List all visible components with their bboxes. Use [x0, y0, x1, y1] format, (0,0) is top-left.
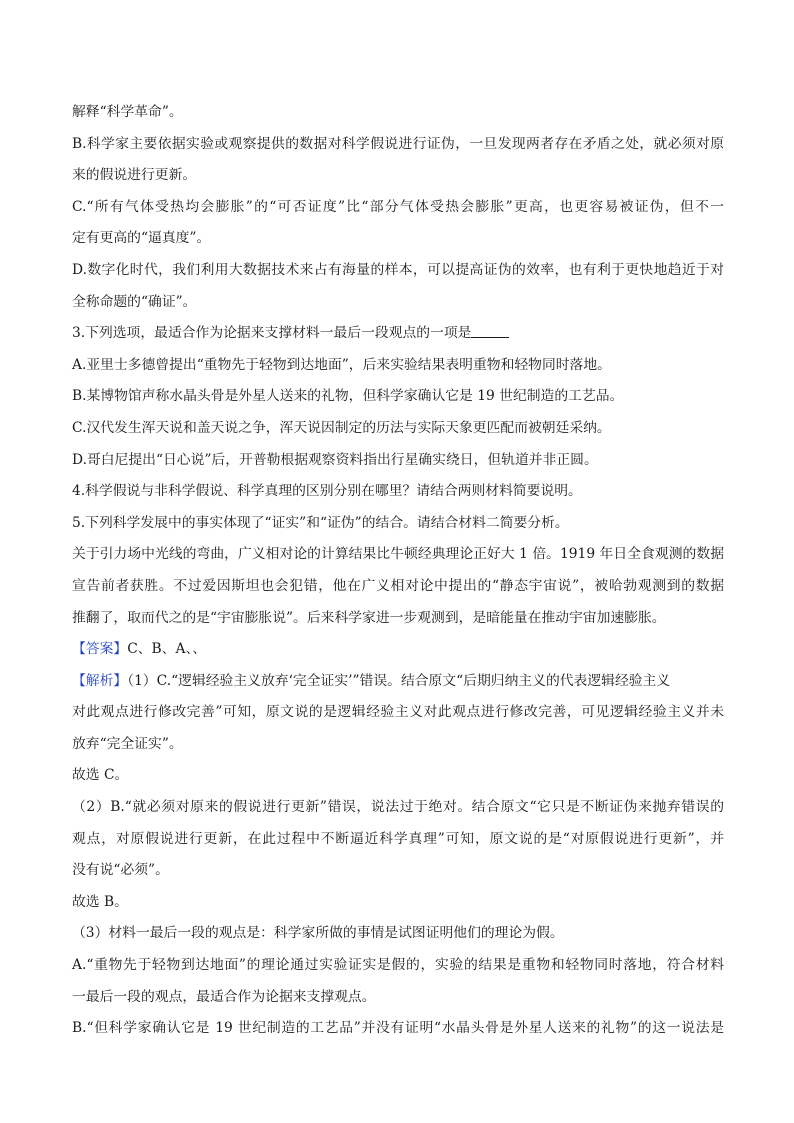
analysis-line — [72, 666, 724, 698]
text-line: （2）B.“就必须对原来的假说进行更新”错误，说法过于绝对。结合原文“它只是不断证伪来抛弃错误的 — [72, 799, 724, 816]
text-line: 全称命题的“确证”。 — [72, 293, 197, 310]
question-3-text: 3.下列选项，最适合作为论据来支撑材料一最后一段观点的一项是 — [72, 325, 472, 342]
text-line: 关于引力场中光线的弯曲，广义相对论的计算结果比牛顿经典理论正好大 1 倍。1919 年日全食观测的数据 — [72, 546, 724, 563]
text-line: B.科学家主要依据实验或观察提供的数据对科学假说进行证伪，一旦发现两者存在矛盾之处，就必须对原 — [72, 135, 724, 152]
text-line: 观点，对原假说进行更新，在此过程中不断逼近科学真理”可知，原文说的是“对原假说进行更新”，并 — [72, 830, 724, 847]
answer-tag: 【答案】 — [72, 641, 128, 658]
option-c: C.汉代发生浑天说和盖天说之争，浑天说因制定的历法与实际天象更匹配而被朝廷采纳。 — [72, 419, 611, 436]
analysis-text: （1）C.“逻辑经验主义放弃‘完全证实’”错误。结合原文“后期归纳主义的代表逻辑经验主义 — [127, 672, 671, 689]
document-body — [72, 97, 724, 1045]
option-d: D.哥白尼提出“日心说”后，开普勒根据观察资料指出行星确实绕日，但轨道并非正圆。 — [72, 451, 598, 468]
question-5: 5.下列科学发展中的事实体现了“证实”和“证伪”的结合。请结合材料二简要分析。 — [72, 514, 569, 531]
text-line: 推翻了，取而代之的是“宇宙膨胀说”。后来科学家进一步观测到，是暗能量在推动宇宙加速膨胀。 — [72, 609, 666, 626]
text-line: C.“所有气体受热均会膨胀”的“可否证度”比“部分气体受热会膨胀”更高，也更容易被证伪，但不一 — [72, 198, 724, 215]
option-b: B.某博物馆声称水晶头骨是外星人送来的礼物，但科学家确认它是 19 世纪制造的工艺品。 — [72, 388, 624, 405]
text-line: 故选 B。 — [72, 893, 128, 910]
text-line: （3）材料一最后一段的观点是：科学家所做的事情是试图证明他们的理论为假。 — [72, 925, 564, 942]
text-line: D.数字化时代，我们利用大数据技术来占有海量的样本，可以提高证伪的效率，也有利于更快地趋近于对 — [72, 261, 724, 278]
answer-line — [72, 634, 724, 666]
text-line: A.“重物先于轻物到达地面”的理论通过实验证实是假的，实验的结果是重物和轻物同时落地，符合材料 — [72, 957, 724, 974]
text-line: B.“但科学家确认它是 19 世纪制造的工艺品”并没有证明“水晶头骨是外星人送来的礼物”的这一说法是 — [72, 1020, 724, 1037]
text-line: 宣告前者获胜。不过爱因斯坦也会犯错，他在广义相对论中提出的“静态宇宙说”，被哈勃观测到的数据 — [72, 577, 724, 594]
option-a: A.亚里士多德曾提出“重物先于轻物到达地面”，后来实验结果表明重物和轻物同时落地。 — [72, 356, 611, 373]
text-line: 解释“科学革命”。 — [72, 104, 183, 120]
question-4: 4.科学假说与非科学假说、科学真理的区别分别在哪里？请结合两则材料简要说明。 — [72, 483, 582, 500]
text-line: 来的假说进行更新。 — [72, 167, 197, 184]
analysis-tag: 【解析】 — [72, 672, 128, 689]
answer-text: C、B、A、、 — [127, 641, 207, 658]
text-line: 对此观点进行修改完善”可知，原文说的是逻辑经验主义对此观点进行修改完善，可见逻辑经验主义并未 — [72, 704, 724, 721]
text-line: 定有更高的“逼真度”。 — [72, 230, 211, 247]
text-line: 放弃“完全证实”。 — [72, 735, 183, 752]
text-line: 一最后一段的观点，最适合作为论据来支撑观点。 — [72, 988, 376, 1005]
text-line: 没有说“必须”。 — [72, 862, 169, 879]
text-line: 故选 C。 — [72, 767, 129, 784]
answer-blank — [471, 323, 509, 338]
question-3 — [72, 318, 724, 350]
